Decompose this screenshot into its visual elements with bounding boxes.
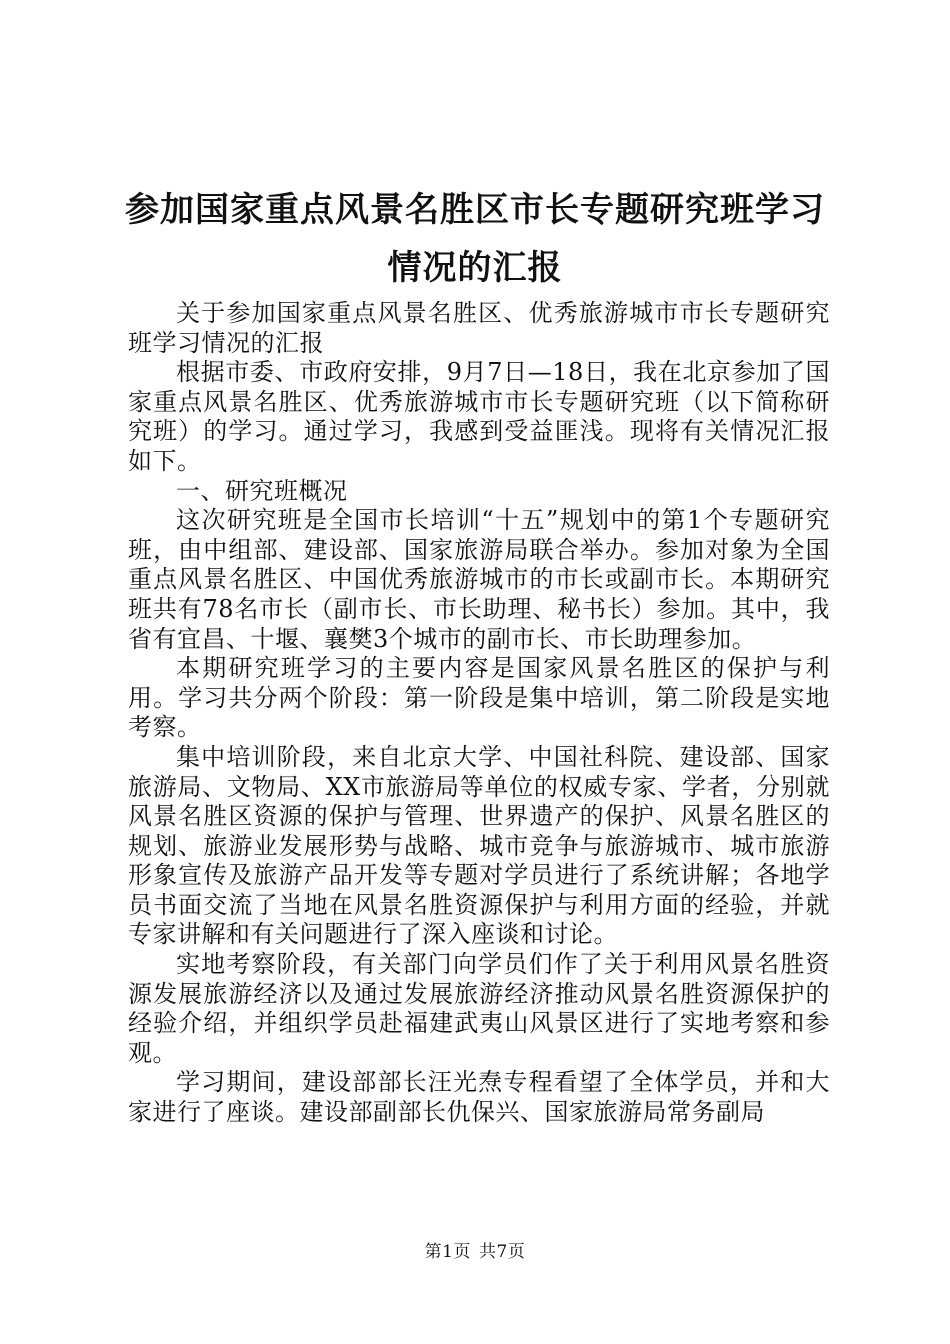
paragraph-intro: 根据市委、市政府安排，9月7日—18日，我在北京参加了国家重点风景名胜区、优秀旅游城市市长专题研究班（以下简称研究班）的学习。通过学习，我感到受益匪浅。现将有关情况汇报如下。	[128, 358, 830, 475]
page-number: 第1页	[424, 1242, 471, 1262]
document-body	[128, 299, 830, 1128]
document-title-line-1: 参加国家重点风景名胜区市长专题研究班学习	[125, 190, 825, 230]
page-total: 共7页	[479, 1242, 526, 1262]
paragraph-training-stage: 集中培训阶段，来自北京大学、中国社科院、建设部、国家旅游局、文物局、XX市旅游局等单位的权威专家、学者，分别就风景名胜区资源的保护与管理、世界遗产的保护、风景名胜区的规划、旅游业发展形势与战略、城市竞争与旅游城市、城市旅游形象宣传及旅游产品开发等专题对学员进行了系统讲解；各地学员书面交流了当地在风景名胜资源保护与利用方面的经验，并就专家讲解和有关问题进行了深入座谈和讨论。	[128, 742, 830, 949]
page-footer	[0, 1244, 950, 1261]
paragraph-overview: 这次研究班是全国市长培训“十五”规划中的第1个专题研究班，由中组部、建设部、国家旅游局联合举办。参加对象为全国重点风景名胜区、中国优秀旅游城市的市长或副市长。本期研究班共有78名市长（副市长、市长助理、秘书长）参加。其中，我省有宜昌、十堰、襄樊3个城市的副市长、市长助理参加。	[128, 506, 830, 653]
paragraph-study-period: 学习期间，建设部部长汪光焘专程看望了全体学员，并和大家进行了座谈。建设部副部长仇保兴、国家旅游局常务副局	[128, 1068, 830, 1127]
paragraph-subject: 关于参加国家重点风景名胜区、优秀旅游城市市长专题研究班学习情况的汇报	[128, 299, 830, 357]
paragraph-field-study: 实地考察阶段，有关部门向学员们作了关于利用风景名胜资源发展旅游经济以及通过发展旅游经济推动风景名胜资源保护的经验介绍，并组织学员赴福建武夷山风景区进行了实地考察和参观。	[128, 950, 830, 1067]
paragraph-content: 本期研究班学习的主要内容是国家风景名胜区的保护与利用。学习共分两个阶段：第一阶段是集中培训，第二阶段是实地考察。	[128, 654, 830, 742]
section-heading-overview: 一、研究班概况	[176, 476, 348, 505]
document-title-line-2: 情况的汇报	[387, 248, 563, 288]
